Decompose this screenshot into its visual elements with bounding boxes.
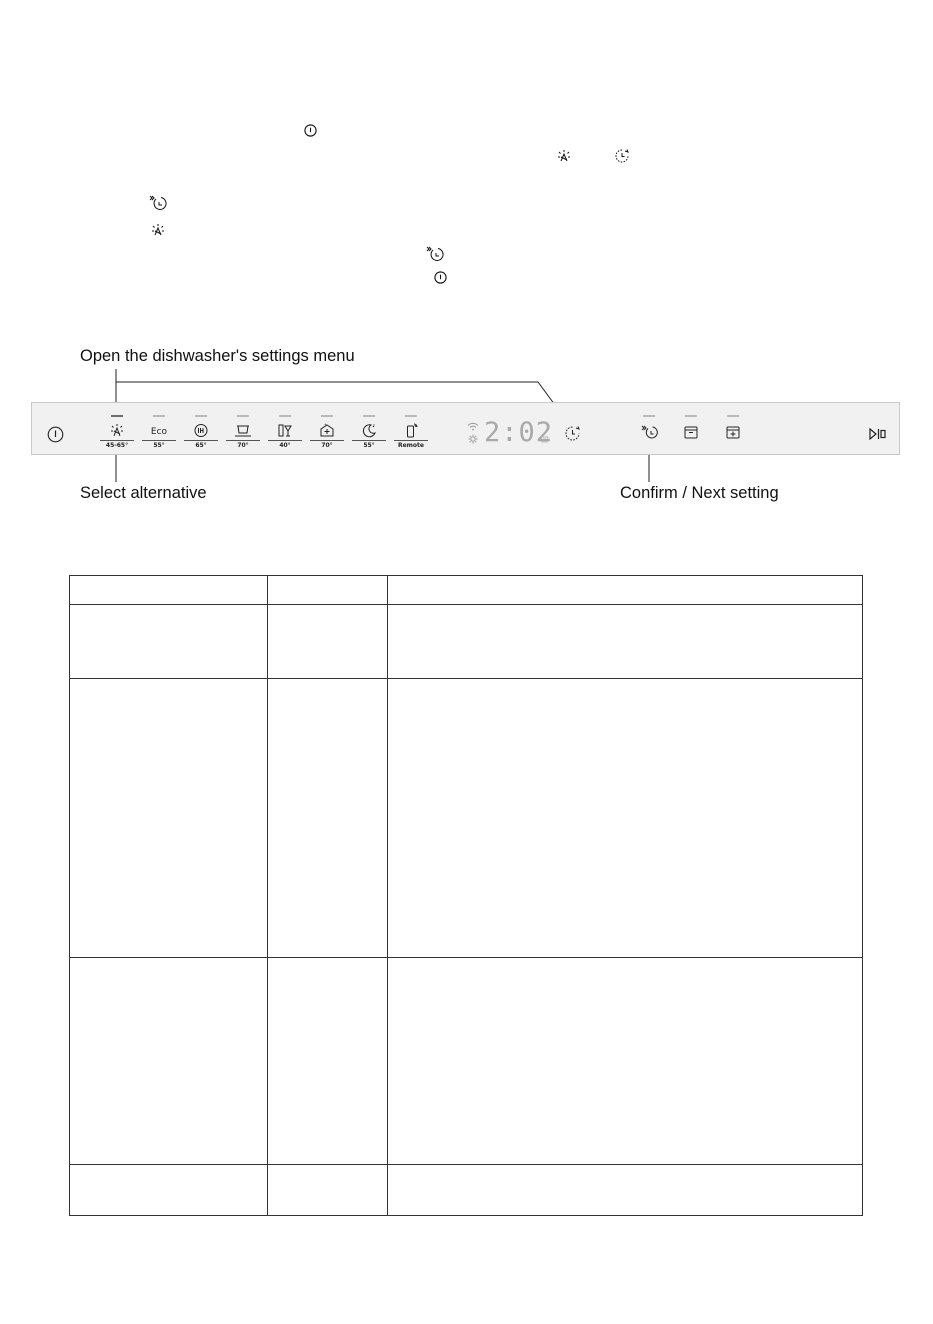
auto-program-icon: [107, 423, 127, 438]
program-temp: 45-65°: [105, 442, 129, 449]
settings-table: [69, 575, 863, 1216]
table-header-cell: [70, 576, 268, 605]
program-button-glass[interactable]: [268, 403, 302, 456]
program-led: [363, 415, 375, 417]
remote-phone-icon: [401, 423, 421, 438]
table-cell: [268, 679, 388, 958]
program-button-eco[interactable]: [142, 403, 176, 456]
hygiene-icon: [317, 423, 337, 438]
one-hour-icon: [191, 423, 211, 438]
table-cell: [388, 679, 863, 958]
extra-hygiene-button[interactable]: [722, 403, 744, 456]
eco-label: Eco: [150, 427, 168, 437]
table-row: [70, 1165, 863, 1216]
program-button-hygiene[interactable]: [310, 403, 344, 456]
program-temp: 40°: [279, 442, 291, 449]
night-icon: [359, 423, 379, 438]
callout-select-alternative: Select alternative: [80, 484, 207, 502]
table-cell: [388, 1165, 863, 1216]
program-led: [321, 415, 333, 417]
program-led: [195, 415, 207, 417]
option-led: [685, 415, 697, 417]
program-temp: 70°: [237, 442, 249, 449]
callout-settings-menu: Open the dishwasher's settings menu: [80, 347, 355, 365]
table-cell: [70, 958, 268, 1165]
program-temp: 65°: [195, 442, 207, 449]
program-led: [405, 415, 417, 417]
program-led: [153, 415, 165, 417]
table-cell: [70, 1165, 268, 1216]
program-temp: Remote: [397, 442, 424, 449]
glass-icon: [275, 423, 295, 438]
program-led: [279, 415, 291, 417]
program-temp: 70°: [321, 442, 333, 449]
option-led: [643, 415, 655, 417]
wifi-icon: [467, 422, 479, 431]
program-button-remote[interactable]: [394, 403, 428, 456]
program-temp: 55°: [153, 442, 165, 449]
program-button-auto[interactable]: [100, 403, 134, 456]
table-cell: [268, 958, 388, 1165]
table-header-cell: [388, 576, 863, 605]
program-led: [237, 415, 249, 417]
table-cell: [388, 958, 863, 1165]
half-load-button[interactable]: [680, 403, 702, 456]
option-led: [727, 415, 739, 417]
power-button[interactable]: [47, 426, 64, 443]
table-cell: [70, 605, 268, 679]
basket-plus-icon: [725, 425, 741, 440]
delay-start-button[interactable]: [638, 403, 660, 456]
table-row: [70, 679, 863, 958]
control-panel: [31, 402, 900, 455]
table-header-row: [70, 576, 863, 605]
intensive-pot-icon: [233, 423, 253, 438]
callout-confirm-next: Confirm / Next setting: [620, 484, 779, 502]
table-row: [70, 958, 863, 1165]
table-header-cell: [268, 576, 388, 605]
program-led: [111, 415, 123, 417]
salt-icon: [540, 436, 549, 443]
table-cell: [70, 679, 268, 958]
program-button-night[interactable]: [352, 403, 386, 456]
svg-text:+: +: [324, 423, 328, 427]
timer-next-button[interactable]: [564, 425, 581, 442]
program-temp: 55°: [363, 442, 375, 449]
program-button-intensive[interactable]: [226, 403, 260, 456]
basket-icon: [683, 425, 699, 440]
table-row: [70, 605, 863, 679]
start-pause-button[interactable]: [868, 427, 888, 441]
program-button-1h[interactable]: [184, 403, 218, 456]
table-cell: [388, 605, 863, 679]
rinse-aid-icon: [468, 434, 478, 444]
table-cell: [268, 1165, 388, 1216]
delay-start-icon: [641, 425, 658, 440]
table-cell: [268, 605, 388, 679]
time-display: 2:02: [484, 417, 554, 448]
